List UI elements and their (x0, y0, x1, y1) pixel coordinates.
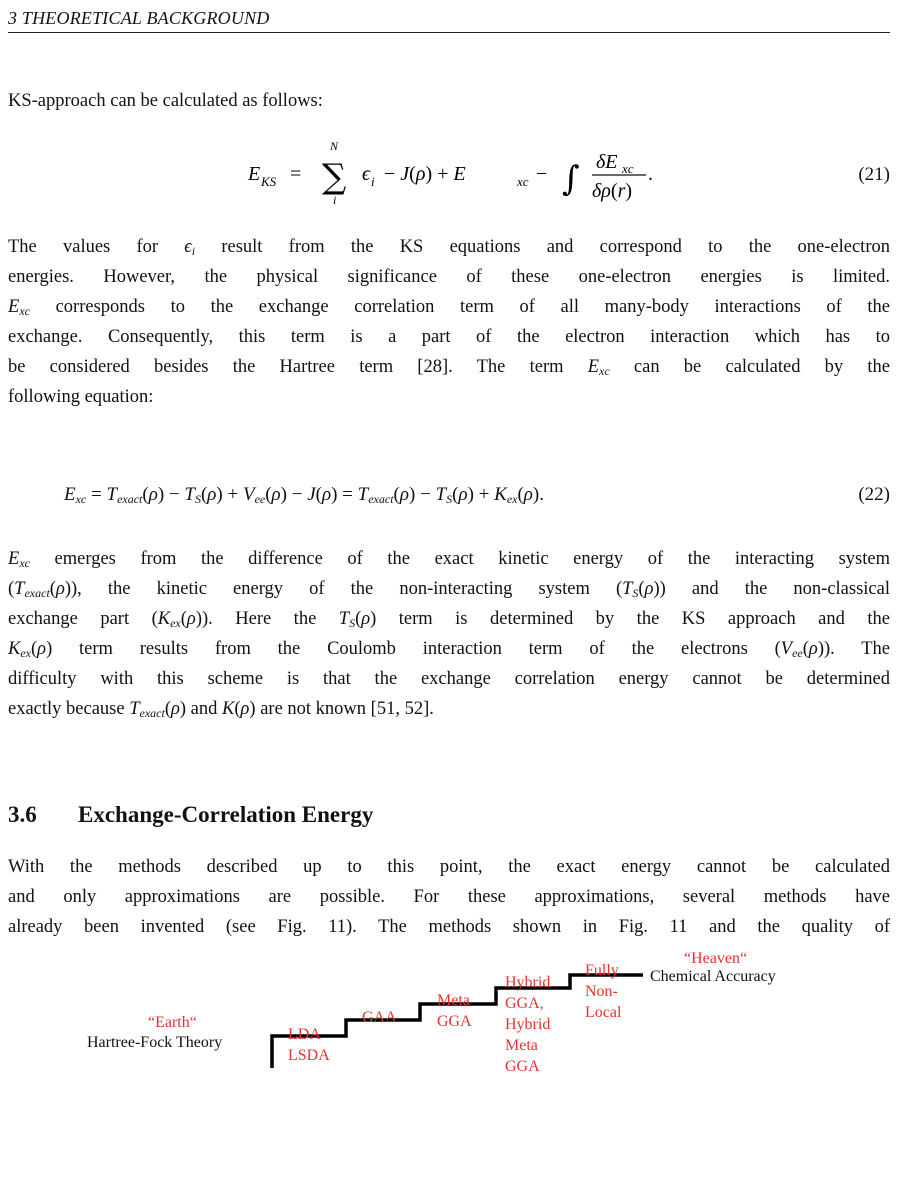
p2-line-2: $(T_{exact}(\rho))$, the kinetic energy of the non-interacting system $(T_S(\rho))$ and the non-classical (8, 579, 890, 600)
equation-22-body: $E_{xc} = T_{exact}(\rho) - T_S(\rho) + V_{ee}(\rho) - J(\rho) = T_{exact}(\rho) - T_S(\rho) + K_{ex}(\rho)$. (64, 484, 544, 506)
p3-line-1: With the methods described up to this point, the exact energy cannot be calculated (8, 857, 890, 877)
step-hybrid: Hybrid GGA, Hybrid Meta GGA (505, 974, 551, 1075)
figure-jacobs-ladder (0, 950, 898, 1195)
svg-text:i: i (371, 174, 375, 189)
step-lda: LDA LSDA (288, 1026, 330, 1064)
heaven-label: Chemical Accuracy (650, 968, 776, 985)
step-gaa: GAA (362, 1009, 397, 1026)
section-heading (8, 802, 373, 828)
p2-line-5: difficulty with this scheme is that the exchange correlation energy cannot be determined (8, 669, 890, 689)
p1-line-2: energies. However, the physical significance of these one-electron energies is limited. (8, 267, 890, 287)
svg-text:xc: xc (517, 174, 529, 189)
p1-line-5: be considered besides the Hartree term [28]. The term $E_{xc}$ can be calculated by the (8, 357, 890, 378)
header-title: 3 THEORETICAL BACKGROUND (8, 8, 270, 28)
svg-text:−: − (536, 163, 548, 185)
svg-text:xc: xc (622, 161, 634, 176)
svg-text:− J(ρ) + E: − J(ρ) + E (384, 163, 466, 185)
step-fully-non-local: Fully Non- Local (585, 962, 622, 1021)
intro-text: KS-approach can be calculated as follows: (8, 91, 323, 111)
section-title: Exchange-Correlation Energy (78, 802, 374, 827)
section-number: 3.6 (8, 802, 37, 827)
p2-line-4: $K_{ex}(\rho)$ term results from the Coulomb interaction term of the electrons $(V_{ee}(\rho))$. The (8, 639, 891, 660)
svg-text:∑: ∑ (322, 157, 347, 197)
p2-line-1: $E_{xc}$ emerges from the difference of the exact kinetic energy of the interacting system (8, 549, 890, 570)
svg-text:δρ(r): δρ(r) (592, 180, 633, 202)
paragraph-3 (8, 852, 890, 942)
p1-line-1: The values for $\epsilon_i$ result from the KS equations and correspond to the one-electron (8, 237, 890, 258)
svg-text:ϵ: ϵ (362, 163, 371, 185)
running-header (8, 4, 890, 33)
p1-line-6: following equation: (8, 387, 154, 407)
svg-text:E: E (248, 163, 261, 185)
equation-21-body (244, 136, 898, 208)
equation-22 (8, 484, 890, 518)
p3-line-2: and only approximations are possible. For these approximations, several methods have (8, 887, 890, 907)
svg-text:i: i (333, 193, 337, 207)
intro-paragraph (8, 86, 890, 116)
p2-line-3: exchange part $(K_{ex}(\rho))$. Here the $T_S(\rho)$ term is determined by the KS approach and the (8, 609, 890, 630)
svg-text:=: = (290, 163, 302, 185)
svg-text:N: N (330, 139, 339, 153)
svg-text:.: . (648, 163, 653, 185)
equation-21 (8, 136, 890, 206)
svg-text:δE: δE (596, 151, 618, 173)
p2-line-6: exactly because $T_{exact}(\rho)$ and K(ρ) are not known [51, 52]. (8, 699, 434, 720)
earth-label: Hartree-Fock Theory (87, 1034, 223, 1051)
step-meta-gga: Meta GGA (437, 992, 472, 1030)
p1-line-4: exchange. Consequently, this term is a part of the electron interaction which has to (8, 327, 890, 347)
svg-text:∫: ∫ (562, 159, 580, 199)
svg-text:KS: KS (261, 174, 277, 189)
p3-line-3: already been invented (see Fig. 11). The methods shown in Fig. 11 and the quality of (8, 917, 890, 937)
paragraph-1 (8, 232, 890, 412)
p1-line-3: $E_{xc}$ corresponds to the exchange correlation term of all many-body interactions of the (8, 297, 890, 318)
heaven-quote: “Heaven“ (684, 950, 748, 967)
equation-21-number: (21) (858, 164, 890, 185)
earth-quote: “Earth“ (148, 1014, 197, 1031)
paragraph-2 (8, 544, 890, 724)
equation-22-number: (22) (858, 484, 890, 505)
